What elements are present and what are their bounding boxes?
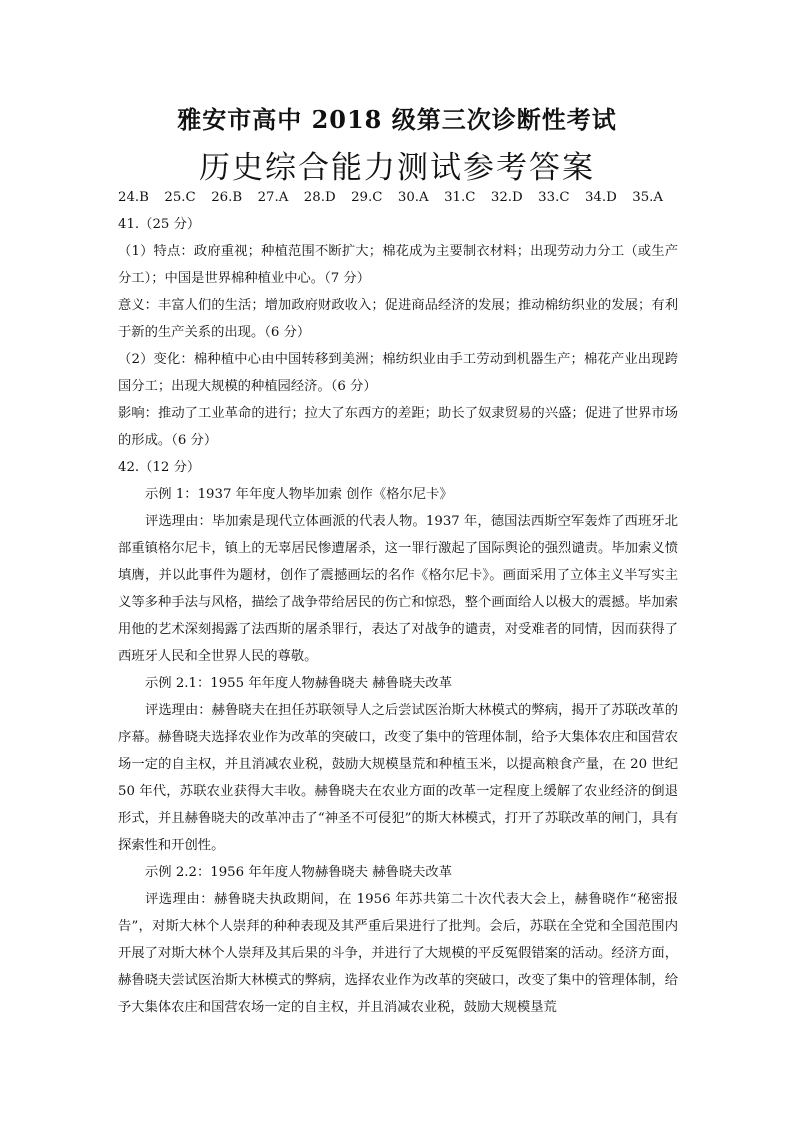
q41-part2-impact: 影响：推动了工业革命的进行；拉大了东西方的差距；助长了奴隶贸易的兴盛；促进了世界市场的形成。（6 分） (118, 406, 678, 448)
q42-example22-reason: 评选理由：赫鲁晓夫执政期间，在 1956 年苏共第二十次代表大会上，赫鲁晓作“秘密报告”，对斯大林个人崇拜的种种表现及其严重后果进行了批判。会后，苏联在全党和全国范围内开展了对斯大林个人崇拜及其后果的斗争，并进行了大规模的平反冤假错案的活动。经济方面，赫鲁晓夫尝试医治斯大林模式的弊病，选择农业作为改革的突破口，改变了集中的管理体制，给予大集体农庄和国营农场一定的自主权，并且消减农业税，鼓励大规模垦荒 (118, 892, 678, 1015)
q42-example21-title: 示例 2.1：1955 年年度人物赫鲁晓夫 赫鲁晓夫改革 (145, 676, 453, 691)
document-body (118, 184, 678, 1021)
answer-item: 28.D (303, 190, 336, 205)
q41-part1-features: （1）特点：政府重视；种植范围不断扩大；棉花成为主要制衣材料；出现劳动力分工（或生产分工）；中国是世界棉种植业中心。（7 分） (118, 244, 678, 286)
answer-item: 24.B (118, 190, 149, 205)
choice-answers-row (118, 184, 663, 211)
answer-item: 31.C (444, 190, 476, 205)
q42-heading: 42.（12 分） (118, 460, 201, 475)
answer-item: 35.A (632, 190, 663, 205)
exam-title: 雅安市高中 2018 级第三次诊断性考试 (177, 105, 617, 134)
q41-part1-significance: 意义：丰富人们的生活；增加政府财政收入；促进商品经济的发展；推动棉纺织业的发展；有利于新的生产关系的出现。（6 分） (118, 298, 678, 340)
q42-example1-reason: 评选理由：毕加索是现代立体画派的代表人物。1937 年，德国法西斯空军轰炸了西班牙北部重镇格尔尼卡，镇上的无辜居民惨遭屠杀，这一罪行激起了国际舆论的强烈谴责。毕加索义愤填膺，并以此事件为题材，创作了震撼画坛的名作《格尔尼卡》。画面采用了立体主义半写实主义等多种手法与风格，描绘了战争带给居民的伤亡和惊恐，整个画面给人以极大的震撼。毕加索用他的艺术深刻揭露了法西斯的屠杀罪行，表达了对战争的谴责，对受难者的同情，因而获得了西班牙人民和全世界人民的尊敬。 (118, 514, 678, 664)
q42-example21-reason: 评选理由：赫鲁晓夫在担任苏联领导人之后尝试医治斯大林模式的弊病，揭开了苏联改革的序幕。赫鲁晓夫选择农业作为改革的突破口，改变了集中的管理体制，给予大集体农庄和国营农场一定的自主权，并且消减农业税，鼓励大规模垦荒和种植玉米，以提高粮食产量，在 20 世纪 50 年代，苏联农业获得大丰收。赫鲁晓夫在农业方面的改革一定程度上缓解了农业经济的倒退形式，并且赫鲁晓夫的改革冲击了“神圣不可侵犯”的斯大林模式，打开了苏联改革的闸门，具有探索性和开创性。 (118, 703, 678, 853)
answer-item: 32.D (490, 190, 523, 205)
answer-key-title: 历史综合能力测试参考答案 (199, 150, 595, 186)
q42-example1-title: 示例 1：1937 年年度人物毕加索 创作《格尔尼卡》 (145, 487, 453, 502)
q41-heading: 41.（25 分） (118, 217, 201, 232)
q42-example22-title: 示例 2.2：1956 年年度人物赫鲁晓夫 赫鲁晓夫改革 (145, 865, 453, 880)
answer-item: 30.A (397, 190, 429, 205)
answer-item: 33.C (538, 190, 570, 205)
answer-item: 27.A (257, 190, 289, 205)
answer-item: 34.D (584, 190, 617, 205)
answer-item: 26.B (211, 190, 243, 205)
answer-item: 29.C (351, 190, 383, 205)
q41-part2-changes: （2）变化：棉种植中心由中国转移到美洲；棉纺织业由手工劳动到机器生产；棉花产业出现跨国分工；出现大规模的种植园经济。（6 分） (118, 352, 678, 394)
answer-item: 25.C (164, 190, 196, 205)
